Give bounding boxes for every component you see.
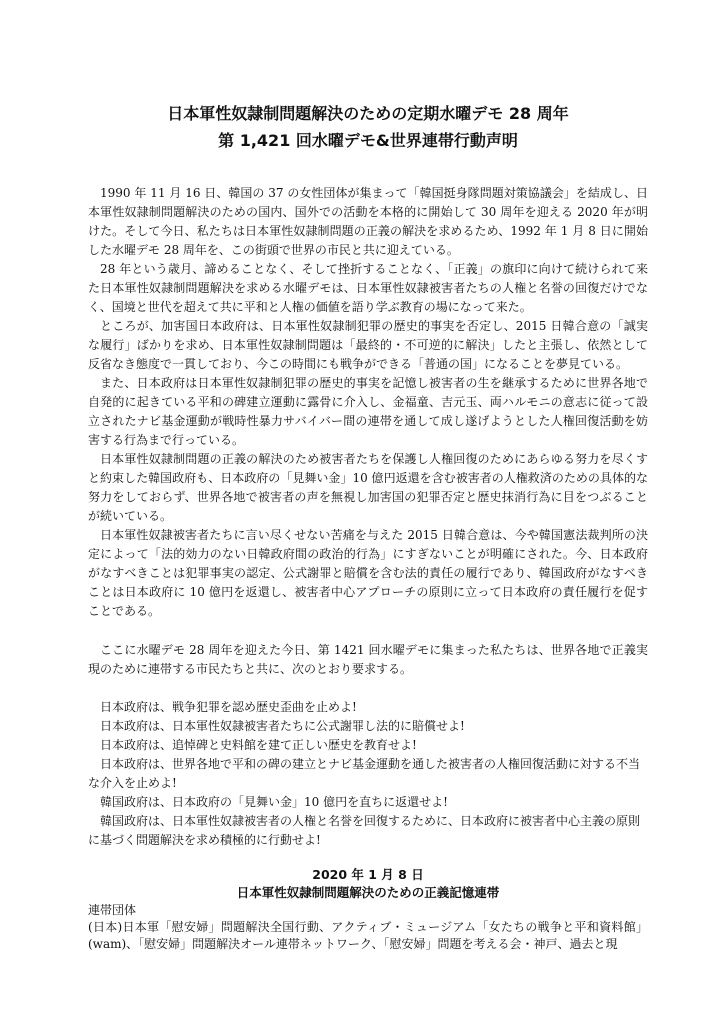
- paragraph-spacer: [88, 621, 648, 641]
- paragraph-7: ここに水曜デモ 28 周年を迎えた今日、第 1421 回水曜デモに集まった私たちは、世界各地で正義実現のために連帯する市民たちと共に、次のとおり要求する。: [88, 643, 648, 676]
- paragraph-4: また、日本政府は日本軍性奴隷制犯罪の歴史的事実を記憶し被害者の生を継承するために世界各地で自発的に起きている平和の碑建立運動に露骨に介入し、金福童、吉元玉、両ハルモニの意志に従って設立されたナビ基金運動が戦時性暴力サバイバー間の連帯を通して成し遂げようとした人権回復活動を妨害する行為まで行っている。: [88, 376, 648, 447]
- paragraph-5: 日本軍性奴隷制問題の正義の解決のため被害者たちを保護し人権回復のためにあらゆる努力を尽くすと約束した韓国政府も、日本政府の「見舞い金」10 億円返還を含む被害者の人権救済のための具体的な努力をしておらず、世界各地で被害者の声を無視し加害国の犯罪否定と歴史抹消行為に目をつぶることが続いている。: [88, 452, 648, 523]
- demand-item: 日本政府は、追悼碑と史料館を建て正しい歴史を教育せよ!: [100, 738, 417, 752]
- demands-list: [88, 698, 648, 850]
- partner-orgs-list: (日本)日本軍「慰安婦」問題解決全国行動、アクティブ・ミュージアム「女たちの戦争と平和資料館」(wam)、「慰安婦」問題解決オール連帯ネットワーク、「慰安婦」問題を考える会・神戸、過去と現: [88, 920, 648, 951]
- signature-block: [88, 866, 648, 902]
- statement-date: 2020 年 1 月 8 日: [312, 867, 424, 882]
- demand-item: 韓国政府は、日本政府の「見舞い金」10 億円を直ちに返還せよ!: [100, 795, 448, 809]
- demand-item: 日本政府は、戦争犯罪を認め歴史歪曲を止めよ!: [100, 700, 357, 714]
- paragraph-2: 28 年という歳月、諦めることなく、そして挫折することなく、「正義」の旗印に向けて続けられて来た日本軍性奴隷制問題解決を求める水曜デモは、日本軍性奴隷被害者たちの人権と名誉の回復だけでなく、国境と世代を超えて共に平和と人権の価値を語り学ぶ教育の場になって来た。: [88, 262, 648, 314]
- paragraph-3: ところが、加害国日本政府は、日本軍性奴隷制犯罪の歴史的事実を否定し、2015 日韓合意の「誠実な履行」ばかりを求め、日本軍性奴隷制問題は「最終的・不可逆的に解決」したと主張し、依然として反省なき態度で一貫しており、今この時間にも戦争ができる「普通の国」になることを夢見ている。: [88, 319, 648, 371]
- statement-page: [88, 100, 648, 953]
- title-block: [88, 100, 648, 154]
- partner-orgs-label: 連帯団体: [88, 903, 137, 917]
- demand-item: 日本政府は、世界各地で平和の碑の建立とナビ基金運動を通した被害者の人権回復活動に対する不当な介入を止めよ!: [88, 757, 641, 790]
- demand-item: 韓国政府は、日本軍性奴隷被害者の人権と名誉を回復するために、日本政府に被害者中心主義の原則に基づく問題解決を求め積極的に行動せよ!: [88, 814, 641, 847]
- paragraph-6: 日本軍性奴隷被害者たちに言い尽くせない苦痛を与えた 2015 日韓合意は、今や韓国憲法裁判所の決定によって「法的効力のない日韓政府間の政治的行為」にすぎないことが明確にされた。今、日本政府がなすべきことは犯罪事実の認定、公式謝罪と賠償を含む法的責任の履行であり、韓国政府がなすべきことは日本政府に 10 億円を返還し、被害者中心アプローチの原則に立って日本政府の責任履行を促すことである。: [88, 528, 648, 618]
- document-title-line2: 第 1,421 回水曜デモ&世界連帯行動声明: [218, 131, 518, 150]
- document-title-line1: 日本軍性奴隷制問題解決のための定期水曜デモ 28 周年: [167, 104, 569, 123]
- paragraph-1: 1990 年 11 月 16 日、韓国の 37 の女性団体が集まって「韓国挺身隊問題対策協議会」を結成し、日本軍性奴隷制問題解決のための国内、国外での活動を本格的に開始して 30 周年を迎える 2020 年が明けた。そして今日、私たちは日本軍性奴隷制問題の正義の解決を求めるため、1992 年 1 月 8 日に開始した水曜デモ 28 周年を、この街頭で世界の市民と共に迎えている。: [88, 186, 648, 257]
- issuing-organization: 日本軍性奴隷制問題解決のための正義記憶連帯: [236, 885, 500, 900]
- demand-item: 日本政府は、日本軍性奴隷被害者たちに公式謝罪し法的に賠償せよ!: [100, 719, 465, 733]
